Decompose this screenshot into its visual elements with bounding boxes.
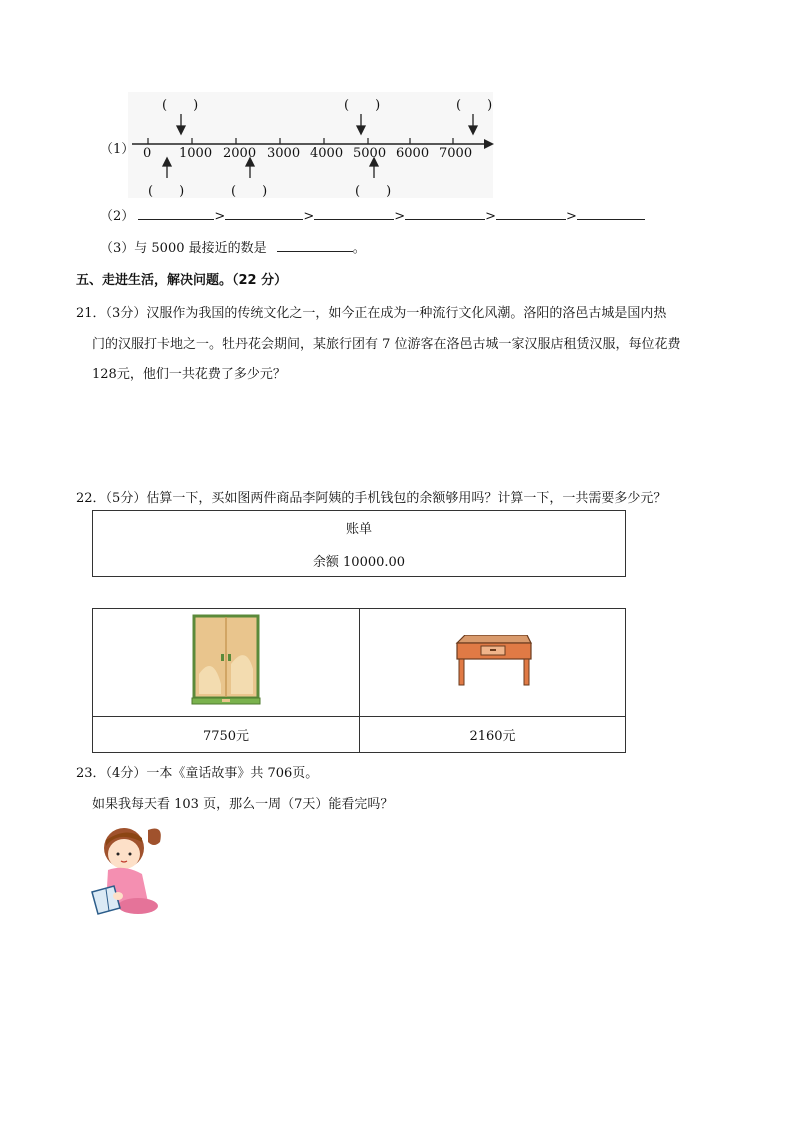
q3-row	[100, 237, 366, 256]
q21-line-3: 128元，他们一共花费了多少元？	[92, 367, 286, 382]
tick-label-1000: 1000	[179, 146, 213, 161]
item-price-desk: 2160元	[360, 717, 626, 753]
girl-reading-icon	[88, 818, 168, 918]
answer-blank[interactable]	[577, 205, 645, 220]
q23-line-1: 23．（4分）一本《童话故事》共 706页。	[76, 766, 319, 781]
tick-label-5000: 5000	[353, 146, 387, 161]
answer-paren-bottom-1[interactable]: ( )	[148, 184, 185, 199]
greater-than-sign: >	[214, 209, 226, 224]
q2-label: （2）	[100, 209, 135, 224]
q22-question: 22．（5分）估算一下，买如图两件商品李阿姨的手机钱包的余额够用吗？计算一下，一共需要多少元？	[76, 491, 667, 506]
answer-paren-top-1[interactable]: ( )	[162, 98, 199, 113]
q23-line-2: 如果我每天看 103 页，那么一周（7天）能看完吗？	[92, 797, 394, 812]
item-price-wardrobe: 7750元	[93, 717, 360, 753]
greater-than-sign: >	[485, 209, 497, 224]
bill-balance: 余额 10000.00	[312, 554, 406, 570]
tick-label-3000: 3000	[267, 146, 301, 161]
girl-reading-illustration	[88, 818, 168, 922]
items-table	[92, 608, 626, 753]
answer-blank[interactable]	[138, 205, 214, 220]
answer-blank[interactable]	[405, 205, 485, 220]
tick-label-0: 0	[143, 146, 152, 161]
q2-order-row	[100, 205, 645, 224]
answer-paren-bottom-3[interactable]: ( )	[355, 184, 392, 199]
number-line-label: （1）	[100, 142, 135, 157]
tick-label-6000: 6000	[396, 146, 430, 161]
answer-blank[interactable]	[496, 205, 566, 220]
tick-label-2000: 2000	[223, 146, 257, 161]
bill-cell	[93, 511, 626, 577]
tick-label-7000: 7000	[439, 146, 473, 161]
q3-suffix: 。	[352, 241, 366, 256]
bill-title: 账单	[345, 521, 372, 537]
number-line-figure	[100, 92, 500, 202]
wardrobe-icon	[191, 614, 261, 708]
q3-prefix: （3）与 5000 最接近的数是	[100, 241, 267, 256]
bill-box	[92, 510, 626, 577]
answer-blank[interactable]	[225, 205, 303, 220]
greater-than-sign: >	[303, 209, 315, 224]
answer-paren-top-3[interactable]: ( )	[456, 98, 493, 113]
answer-paren-bottom-2[interactable]: ( )	[231, 184, 268, 199]
answer-paren-top-2[interactable]: ( )	[344, 98, 381, 113]
q21-line-2: 门的汉服打卡地之一。牡丹花会期间，某旅行团有 7 位游客在洛邑古城一家汉服店租赁汉服，每位花费	[92, 337, 681, 352]
tick-label-4000: 4000	[310, 146, 344, 161]
item-image-cell-wardrobe	[93, 609, 360, 717]
answer-blank[interactable]	[277, 237, 353, 252]
greater-than-sign: >	[566, 209, 577, 224]
desk-icon	[453, 635, 533, 687]
item-image-cell-desk	[360, 609, 626, 717]
q21-line-1: 21．（3分）汉服作为我国的传统文化之一，如今正在成为一种流行文化风潮。洛阳的洛邑古城是国内热	[76, 306, 667, 321]
section-heading: 五、走进生活，解决问题。（22 分）	[76, 273, 288, 288]
greater-than-sign: >	[394, 209, 406, 224]
answer-blank[interactable]	[314, 205, 394, 220]
